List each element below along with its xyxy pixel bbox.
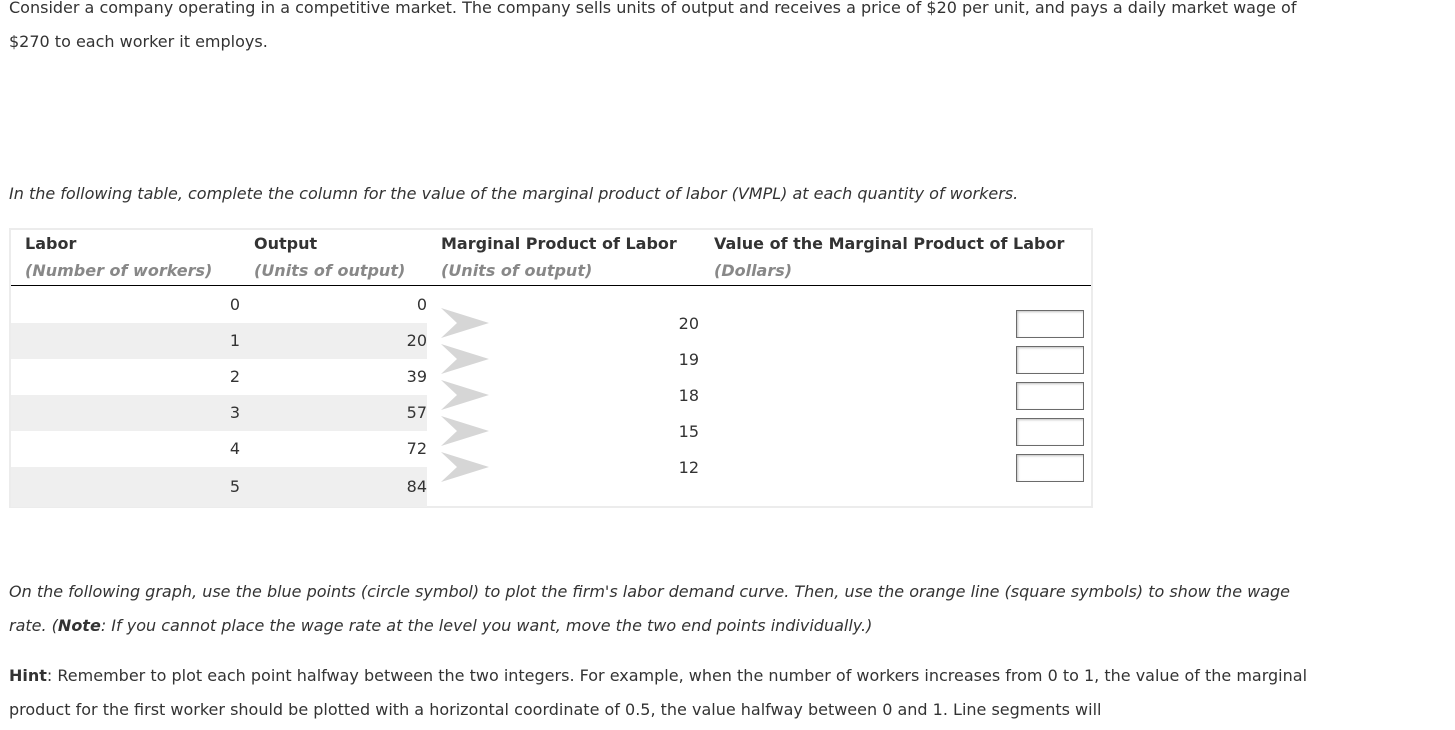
table-row	[11, 287, 427, 323]
output-cell: 84	[406, 477, 427, 496]
header-output-sub: (Units of output)	[254, 261, 406, 280]
chevron-right-icon	[441, 416, 489, 446]
mpl-value: 12	[678, 458, 699, 477]
table-row	[11, 359, 427, 395]
header-vmpl-sub: (Dollars)	[714, 261, 793, 280]
graph-instruction-text: On the following graph, use the blue points (circle symbol) to plot the firm's labor demand curve. Then, use the orange line (square symbols) to show the wage rate. (	[9, 582, 1291, 635]
table-row	[11, 467, 427, 507]
header-mpl	[441, 230, 677, 284]
labor-cell: 0	[229, 295, 240, 314]
labor-cell: 4	[229, 439, 240, 458]
header-vmpl-title: Value of the Marginal Product of Labor	[714, 234, 1065, 253]
header-output	[254, 230, 405, 284]
mpl-value: 18	[678, 386, 699, 405]
table-instruction: In the following table, complete the column for the value of the marginal product of labor (VMPL) at each quantity of workers.	[9, 184, 1019, 203]
table-row	[11, 323, 427, 359]
labor-cell: 5	[229, 477, 240, 496]
header-labor-sub: (Number of workers)	[25, 261, 213, 280]
output-cell: 72	[406, 439, 427, 458]
header-divider	[11, 285, 1091, 286]
chevron-right-icon	[441, 380, 489, 410]
vmpl-input[interactable]	[1016, 346, 1084, 374]
vmpl-input[interactable]	[1016, 418, 1084, 446]
table-row	[11, 431, 427, 467]
output-cell: 39	[406, 367, 427, 386]
hint-label: Hint	[9, 666, 47, 685]
header-vmpl	[714, 230, 1064, 284]
mpl-value: 19	[678, 350, 699, 369]
labor-cell: 3	[229, 403, 240, 422]
vmpl-input[interactable]	[1016, 454, 1084, 482]
note-label: Note	[57, 616, 101, 635]
hint-text: : Remember to plot each point halfway between the two integers. For example, when the number of workers increases from 0 to 1, the value of the marginal product for the first worker should be plotted with a horizontal coordinate of 0.5, the value halfway between 0 and 1. Line segments will	[9, 666, 1308, 719]
header-labor	[25, 230, 212, 284]
hint-paragraph	[9, 659, 1309, 727]
intro-paragraph: Consider a company operating in a competitive market. The company sells units of output and receives a price of $20 per unit, and pays a daily market wage of $270 to each worker it employs.	[9, 0, 1297, 51]
labor-cell: 2	[229, 367, 240, 386]
mpl-value: 15	[678, 422, 699, 441]
mpl-value: 20	[678, 314, 699, 333]
marginal-product-table	[9, 228, 1093, 508]
chevron-right-icon	[441, 344, 489, 374]
table-row	[11, 395, 427, 431]
chevron-right-icon	[441, 308, 489, 338]
chevron-right-icon	[441, 452, 489, 482]
output-cell: 20	[406, 331, 427, 350]
output-cell: 57	[406, 403, 427, 422]
header-labor-title: Labor	[25, 234, 77, 253]
header-output-title: Output	[254, 234, 318, 253]
header-mpl-sub: (Units of output)	[441, 261, 593, 280]
header-mpl-title: Marginal Product of Labor	[441, 234, 677, 253]
graph-instruction-note: : If you cannot place the wage rate at the level you want, move the two end points individually.)	[100, 616, 873, 635]
vmpl-input[interactable]	[1016, 310, 1084, 338]
graph-instruction	[9, 575, 1309, 643]
vmpl-input[interactable]	[1016, 382, 1084, 410]
output-cell: 0	[416, 295, 427, 314]
labor-cell: 1	[229, 331, 240, 350]
